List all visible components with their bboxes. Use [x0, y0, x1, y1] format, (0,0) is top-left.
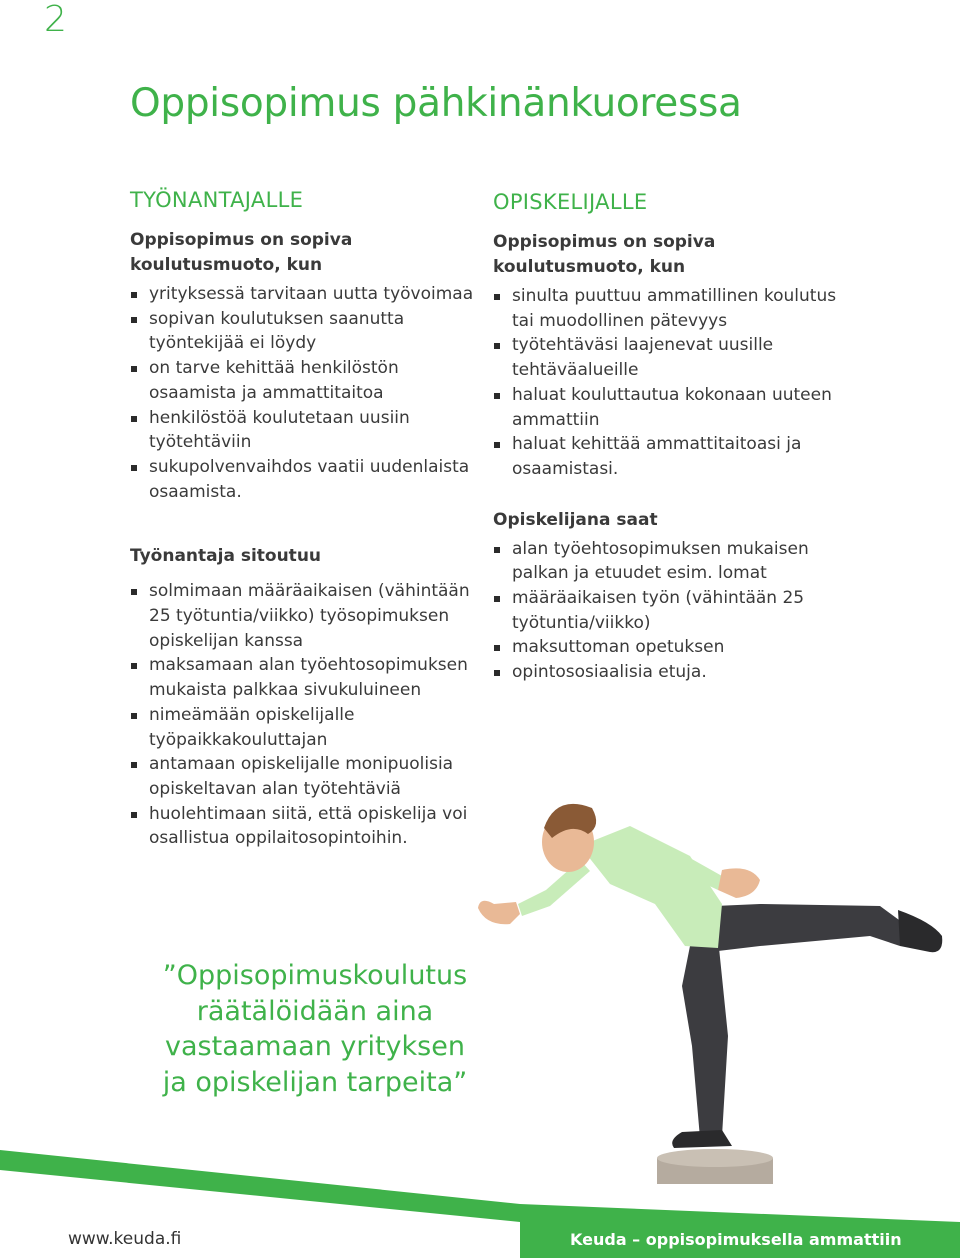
- pull-quote: ”Oppisopimuskoulutus räätälöidään aina vastaamaan yrityksen ja opiskelijan tarpeita”: [162, 960, 468, 1098]
- list-item: määräaikaisen työn (vähintään 25 työtuntia/viikko): [493, 586, 838, 635]
- list-item: henkilöstöä koulutetaan uusiin työtehtäviin: [130, 406, 475, 455]
- page-title: Oppisopimus pähkinänkuoressa: [130, 81, 742, 126]
- employer-column: [130, 186, 475, 851]
- footer-url[interactable]: www.keuda.fi: [68, 1229, 182, 1249]
- employer-subheading-commits: Työnantaja sitoutuu: [130, 546, 322, 567]
- student-benefits-list: [493, 537, 838, 685]
- student-suitable-list: [493, 284, 838, 482]
- list-item: sukupolvenvaihdos vaatii uudenlaista osaamista.: [130, 455, 475, 504]
- list-item: nimeämään opiskelijalle työpaikkakouluttajan: [130, 703, 475, 752]
- student-heading: OPISKELIJALLE: [493, 190, 648, 214]
- list-item: työtehtäväsi laajenevat uusille tehtäväalueille: [493, 333, 838, 382]
- list-item: huolehtimaan siitä, että opiskelija voi osallistua oppilaitosopintoihin.: [130, 802, 475, 851]
- list-item: haluat kehittää ammattitaitoasi ja osaamistasi.: [493, 432, 838, 481]
- list-item: opintososiaalisia etuja.: [493, 660, 838, 685]
- student-column: [493, 188, 838, 685]
- student-subheading-suitable: Oppisopimus on sopiva koulutusmuoto, kun: [493, 232, 716, 277]
- list-item: sopivan koulutuksen saanutta työntekijää ei löydy: [130, 307, 475, 356]
- list-item: haluat kouluttautua kokonaan uuteen ammattiin: [493, 383, 838, 432]
- list-item: alan työehtosopimuksen mukaisen palkan ja etuudet esim. lomat: [493, 537, 838, 586]
- employer-subheading-suitable: Oppisopimus on sopiva koulutusmuoto, kun: [130, 230, 353, 275]
- employer-heading: TYÖNANTAJALLE: [130, 188, 304, 212]
- list-item: sinulta puuttuu ammatillinen koulutus tai muodollinen pätevyys: [493, 284, 838, 333]
- employer-suitable-list: [130, 282, 475, 504]
- balancing-man-photo: [460, 786, 960, 1186]
- footer-tagline: Keuda – oppisopimuksella ammattiin: [570, 1230, 902, 1249]
- employer-commits-list: [130, 579, 475, 851]
- student-subheading-benefits: Opiskelijana saat: [493, 509, 658, 530]
- list-item: solmimaan määräaikaisen (vähintään 25 työtuntia/viikko) työsopimuksen opiskelijan kanssa: [130, 579, 475, 653]
- list-item: yrityksessä tarvitaan uutta työvoimaa: [130, 282, 475, 307]
- list-item: maksamaan alan työehtosopimuksen mukaista palkkaa sivukuluineen: [130, 653, 475, 702]
- list-item: maksuttoman opetuksen: [493, 635, 838, 660]
- list-item: antamaan opiskelijalle monipuolisia opiskeltavan alan työtehtäviä: [130, 752, 475, 801]
- page-number: 2: [44, 0, 67, 40]
- list-item: on tarve kehittää henkilöstön osaamista ja ammattitaitoa: [130, 356, 475, 405]
